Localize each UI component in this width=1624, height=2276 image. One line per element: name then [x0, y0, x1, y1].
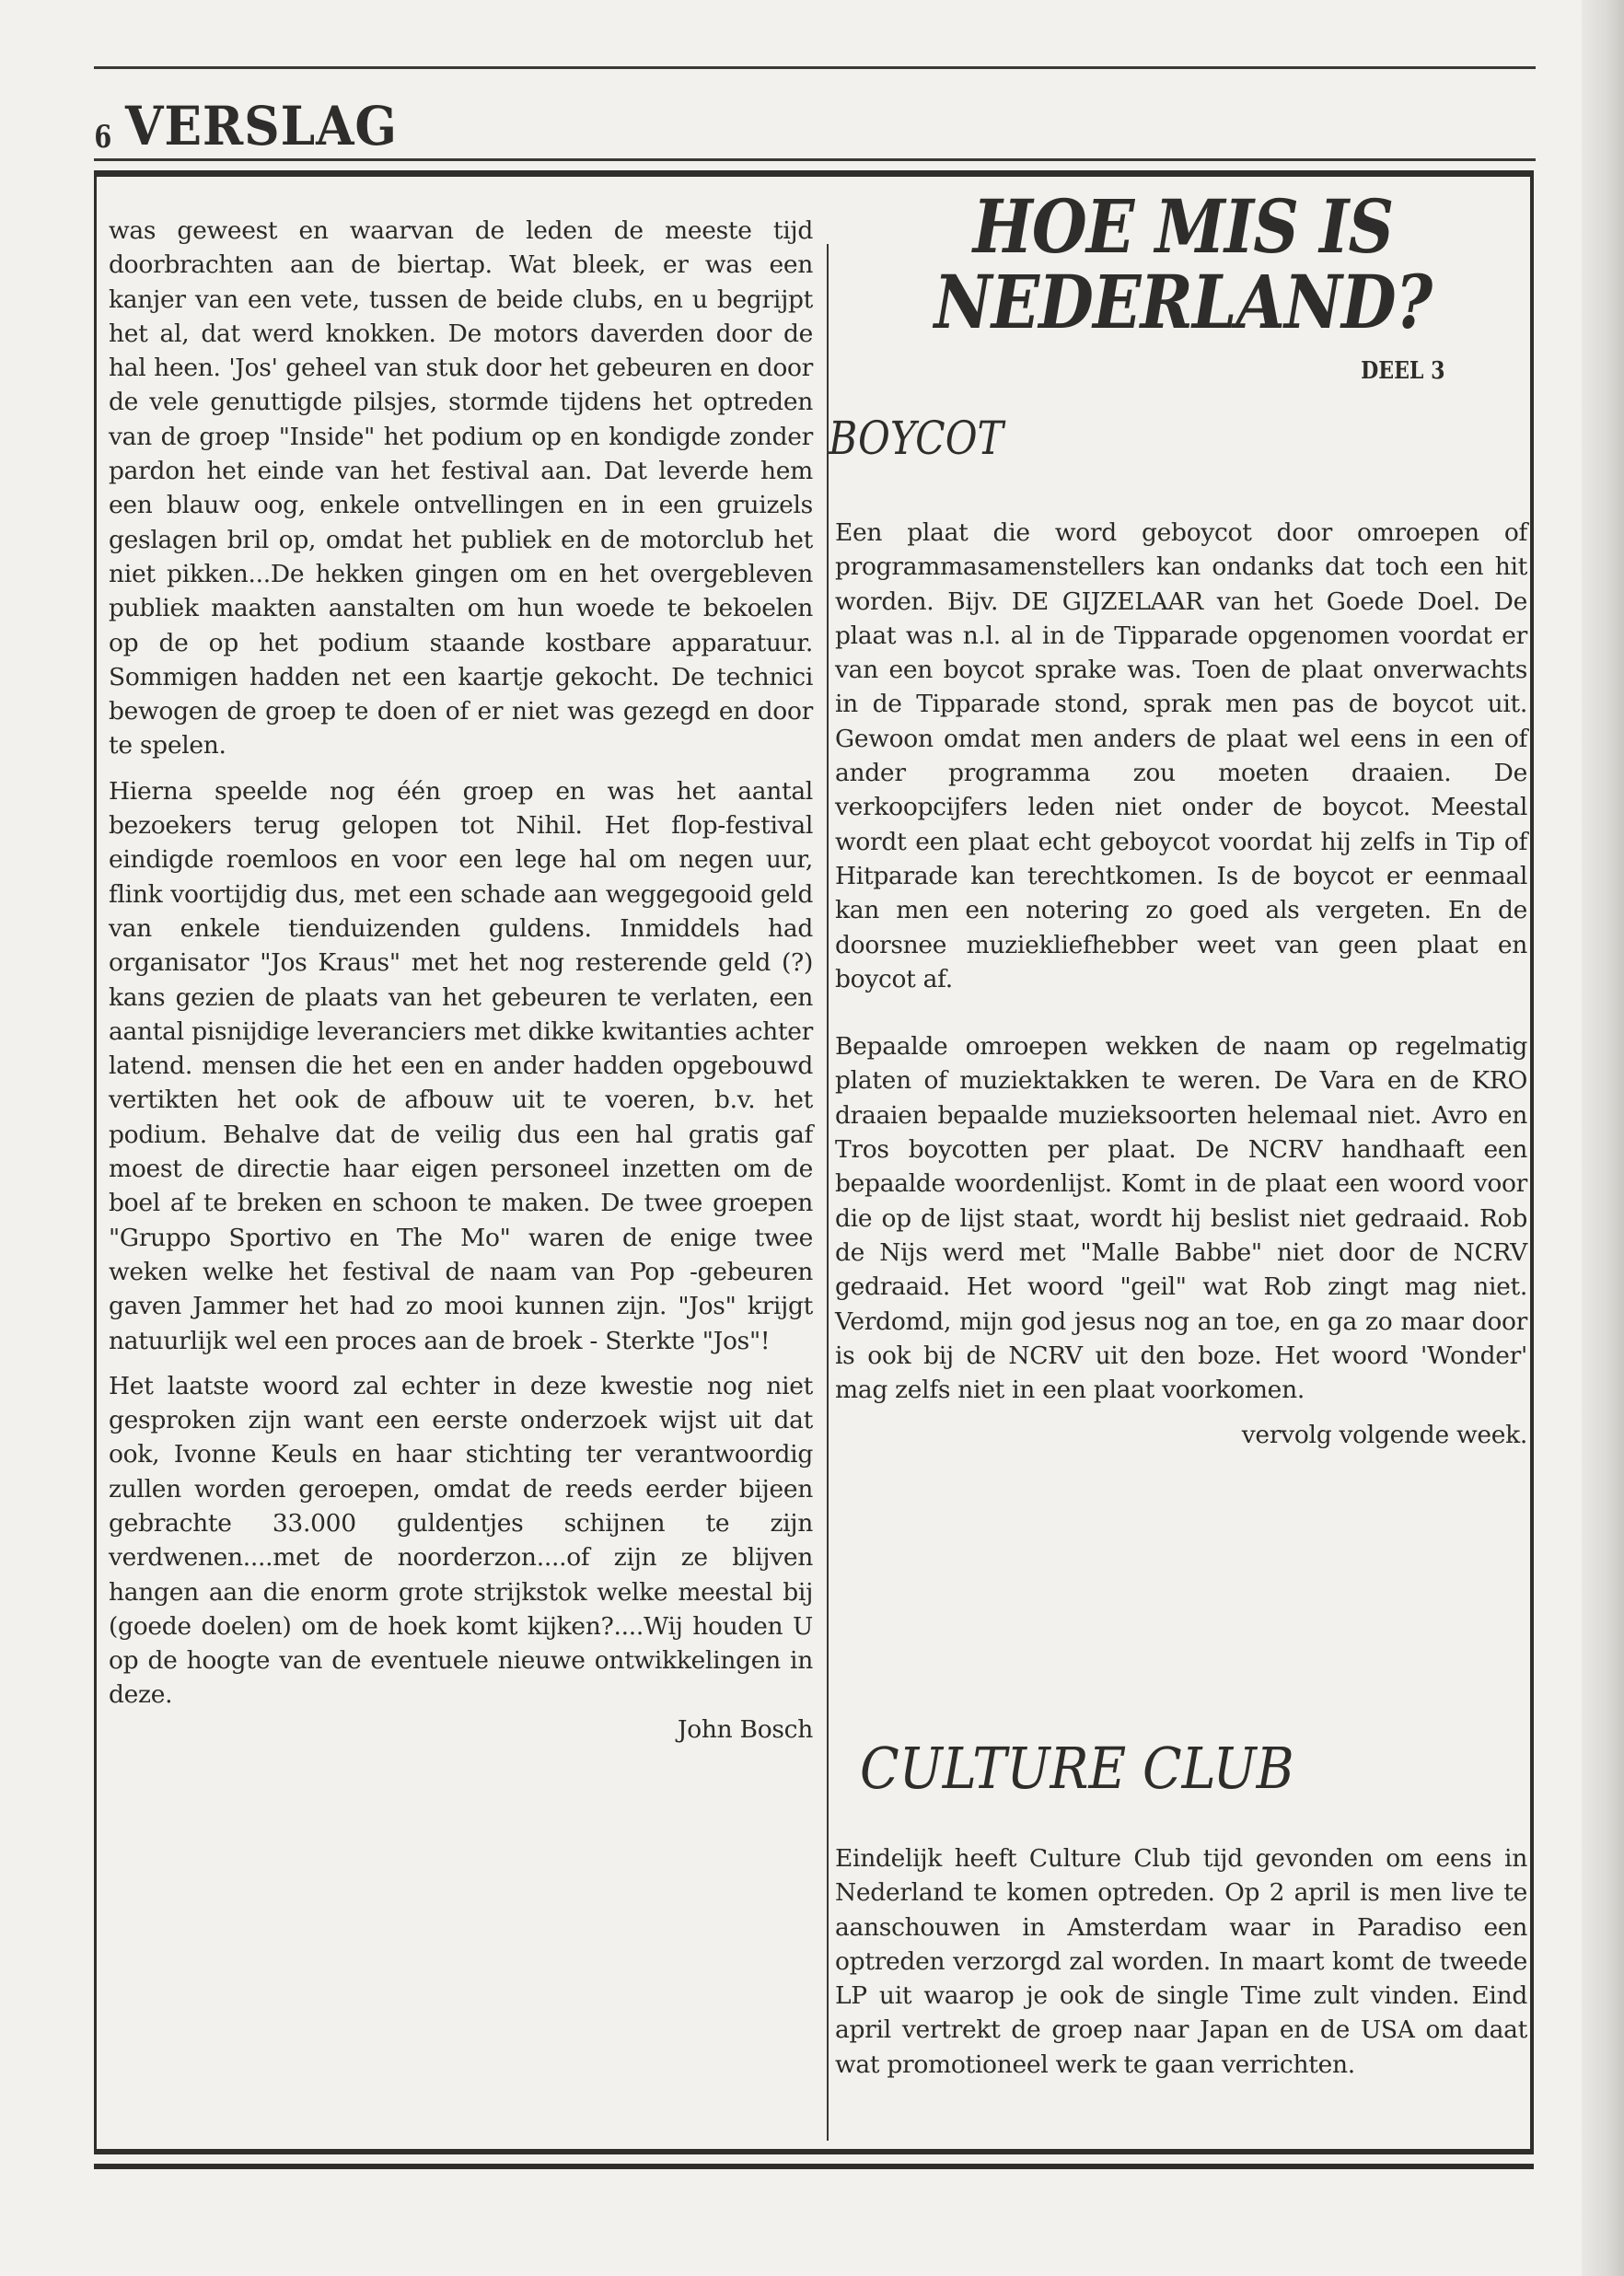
article-title: [926, 183, 1441, 345]
article-title-line-2: NEDERLAND?: [934, 259, 1433, 345]
part-label: DEEL 3: [1361, 357, 1445, 385]
page-number: 6: [94, 119, 112, 156]
left-paragraph-3: Het laatste woord zal echter in deze kwestie nog niet gesproken zijn want een eerste onderzoek wijst uit dat ook, Ivonne Keuls en haar stichting ter verantwoordig zullen worden geroepen, omdat de reeds eerder bijeen gebrachte 33.000 guldentjes schijnen te zijn verdwenen....met de noorderzon....of zijn ze blijven hangen aan die enorm grote strijkstok welke meestal bij (goede doelen) om de hoek komt kijken?....Wij houden U op de hoogte van de eventuele nieuwe ontwikkelingen in deze.: [109, 1371, 813, 1710]
page-edge-shadow: [1582, 0, 1624, 2276]
header-rule-top: [94, 66, 1536, 69]
subheading-boycot: BOYCOT: [829, 412, 1003, 465]
culture-club-paragraph: Eindelijk heeft Culture Club tijd gevonden om eens in Nederland te komen optreden. Op 2 april is men live te aanschouwen in Amsterdam waar in Paradiso een optreden verzorgd zal worden. In maart komt de tweede LP uit waarop je ook de single Time zult vinden. Eind april vertrekt de groep naar Japan en de USA om daat wat promotioneel werk te gaan verrichten.: [835, 1844, 1527, 2079]
header-rule-bottom: [94, 158, 1536, 161]
section-title: VERSLAG: [124, 95, 398, 157]
right-paragraph-1: Een plaat die word geboycot door omroepen of programmasamenstellers kan ondanks dat toch een hit worden. Bijv. DE GIJZELAAR van het Goede Doel. De plaat was n.l. al in de Tipparade opgenomen voordat er van een boycot sprake was. Toen de plaat onverwachts in de Tipparade stond, sprak men pas de boycot uit. Gewoon omdat men anders de plaat wel eens in een of ander programma zou moeten draaien. De verkoopcijfers leden niet onder de boycot. Meestal wordt een plaat echt geboycot voordat hij zelfs in Tip of Hitparade kan terechtkomen. Is de boycot er eenmaal kan men een notering zo goed als vergeten. En de doorsnee muziekliefhebber weet van geen plaat en boycot af.: [835, 518, 1527, 993]
footer-rule: [94, 2164, 1534, 2169]
left-article: [109, 214, 813, 1747]
article-title-line-1: HOE MIS IS: [972, 183, 1394, 270]
left-paragraph-1: was geweest en waarvan de leden de meeste tijd doorbrachten aan de biertap. Wat bleek, er was een kanjer van een vete, tussen de beide clubs, en u begrijpt het al, dat werd knokken. De motors daverden door de hal heen. 'Jos' geheel van stuk door het gebeuren en door de vele genuttigde pilsjes, stormde tijdens het optreden van de groep "Inside" het podium op en kondigde zonder pardon het einde van het festival aan. Dat leverde hem een blauw oog, enkele ontvellingen en in een gruizels geslagen bril op, omdat het publiek en de motorclub het niet pikken...De hekken gingen om en het overgebleven publiek maakten aanstalten om hun woede te bekoelen op de op het podium staande kostbare apparatuur. Sommigen hadden net een kaartje gekocht. De technici bewogen de groep te doen of er niet was gezegd en door te spelen.: [109, 216, 813, 761]
culture-club-title: CULTURE CLUB: [860, 1735, 1294, 1802]
page-header: [92, 79, 421, 157]
column-divider: [827, 244, 829, 2141]
left-paragraph-2: Hierna speelde nog één groep en was het aantal bezoekers terug gelopen tot Nihil. Het flop-festival eindigde roemloos en voor een lege hal om negen uur, flink voortijdig dus, met een schade aan weggegooid geld van enkele tienduizenden guldens. Inmiddels had organisator "Jos Kraus" met het nog resterende geld (?) kans gezien de plaats van het gebeuren te verlaten, een aantal pisnijdige leveranciers met dikke kwitanties achter latend. mensen die het een en ander hadden opgebouwd vertikten het ook de afbouw uit te voeren, b.v. het podium. Behalve dat de veilig dus een hal gratis gaf moest de directie haar eigen personeel inzetten om de boel af te breken en schoon te maken. De twee groepen "Gruppo Sportivo en The Mo" waren de enige twee weken welke het festival de naam van Pop -gebeuren gaven Jammer het had zo mooi kunnen zijn. "Jos" krijgt natuurlijk wel een proces aan de broek - Sterkte "Jos"!: [109, 776, 813, 1355]
right-paragraph-2: Bepaalde omroepen wekken de naam op regelmatig platen of muziektakken te weren. De Vara en de KRO draaien bepaalde muzieksoorten helemaal niet. Avro en Tros boycotten per plaat. De NCRV handhaaft een bepaalde woordenlijst. Komt in de plaat een woord voor die op de lijst staat, wordt hij beslist niet gedraaid. Rob de Nijs werd met "Malle Babbe" niet door de NCRV gedraaid. Het woord "geil" wat Rob zingt mag niet. Verdomd, mijn god jesus nog an toe, en ga zo maar door is ook bij de NCRV uit den boze. Het woord 'Wonder' mag zelfs niet in een plaat voorkomen.: [835, 1032, 1527, 1405]
right-article: [835, 516, 1527, 1453]
author-signature: John Bosch: [677, 1714, 813, 1744]
continuation-note: vervolg volgende week.: [1241, 1421, 1527, 1450]
culture-club-article: [835, 1841, 1527, 2082]
